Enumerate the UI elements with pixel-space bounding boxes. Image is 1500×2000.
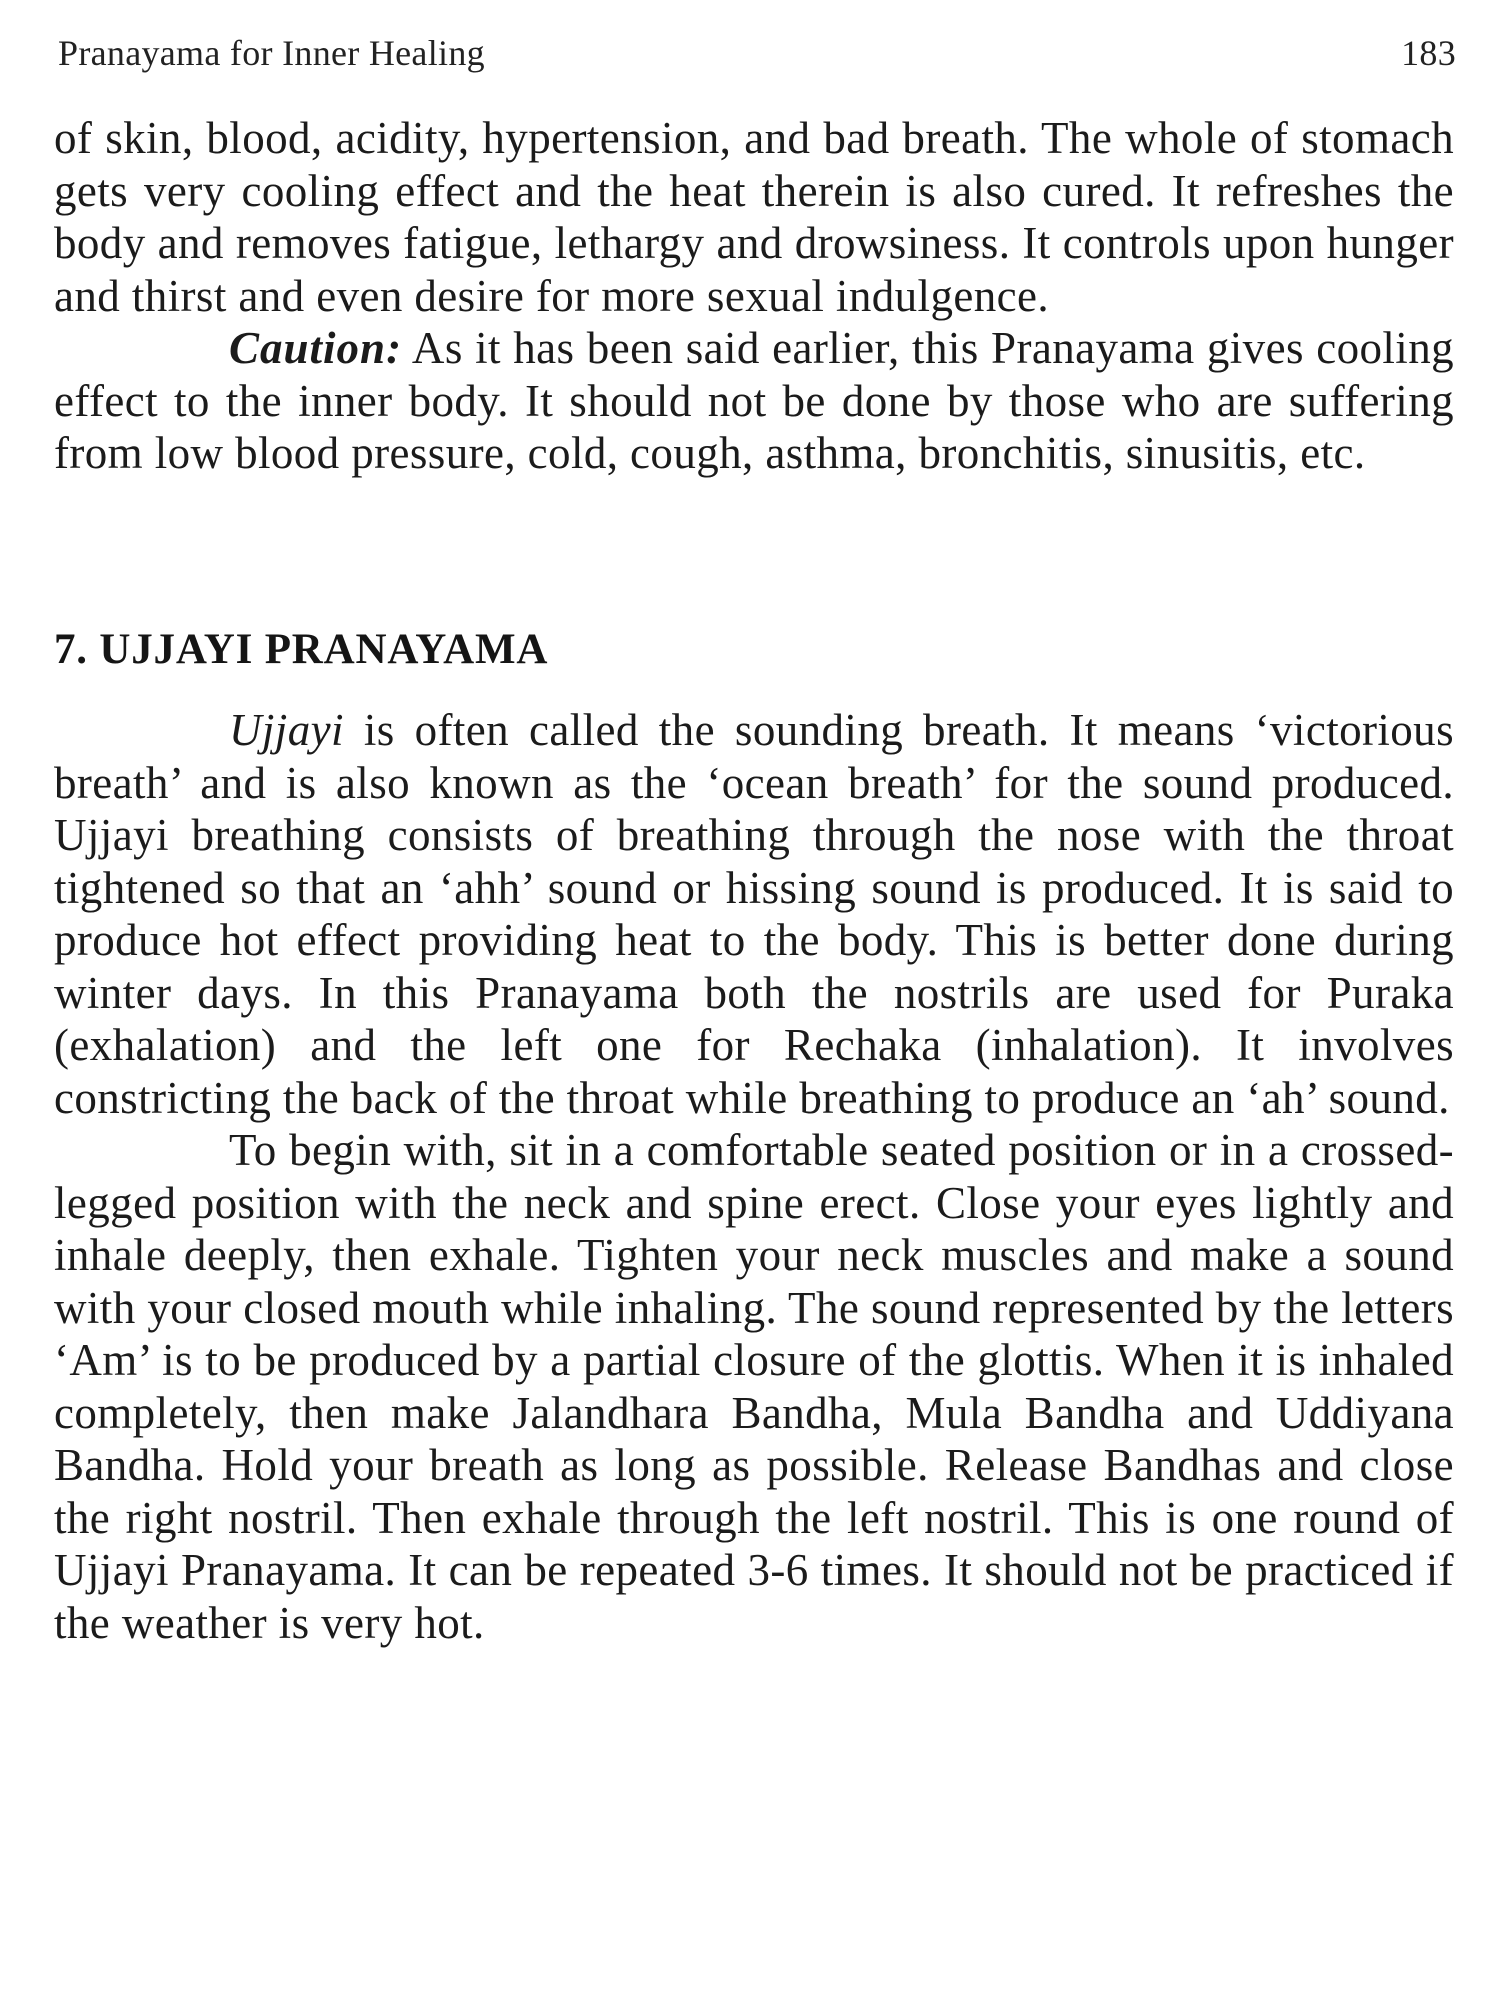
- page-number: 183: [1401, 33, 1456, 73]
- section-heading-ujjayi: 7. UJJAYI PRANAYAMA: [54, 626, 549, 673]
- paragraph-ujjayi-intro: [54, 704, 1454, 1124]
- paragraph-ujjayi-method: To begin with, sit in a comfortable seated position or in a crossed-legged position with the neck and spine erect. Close your eyes lightly and inhale deeply, then exhale. Tighten your neck muscles and make a sound with your closed mouth while inhaling. The sound represented by the letters ‘Am’ is to be produced by a partial closure of the glottis. When it is inhaled completely, then make Jalandhara Bandha, Mula Bandha and Uddiyana Bandha. Hold your breath as long as possible. Release Bandhas and close the right nostril. Then exhale through the left nostril. This is one round of Ujjayi Pranayama. It can be repeated 3-6 times. It should not be practiced if the weather is very hot.: [54, 1125, 1454, 1648]
- caution-label: Caution:: [229, 323, 403, 373]
- running-title: Pranayama for Inner Healing: [58, 33, 485, 73]
- text-block-continued: [54, 112, 1454, 480]
- paragraph-caution: [54, 322, 1454, 480]
- ujjayi-intro-text: is often called the sounding breath. It means ‘victorious breath’ and is also known as the ‘ocean breath’ for the sound produced. Ujjayi breathing consists of breathing through the nose with the throat tightened so that an ‘ahh’ sound or hissing sound is produced. It is said to produce hot effect providing heat to the body. This is better done during winter days. In this Pranayama both the nostrils are used for Puraka (exhalation) and the left one for Rechaka (inhalation). It involves constricting the back of the throat while breathing to produce an ‘ah’ sound.: [54, 705, 1454, 1123]
- text-block-ujjayi: [54, 704, 1454, 1649]
- running-header: [58, 28, 1456, 78]
- ujjayi-term: Ujjayi: [229, 705, 344, 755]
- paragraph-benefits-continued: of skin, blood, acidity, hypertension, and bad breath. The whole of stomach gets very cooling effect and the heat therein is also cured. It refreshes the body and removes fatigue, lethargy and drowsiness. It controls upon hunger and thirst and even desire for more sexual indulgence.: [54, 113, 1454, 321]
- caution-text: As it has been said earlier, this Pranayama gives cooling effect to the inner body. It should not be done by those who are suffering from low blood pressure, cold, cough, asthma, bronchitis, sinusitis, etc.: [54, 323, 1454, 478]
